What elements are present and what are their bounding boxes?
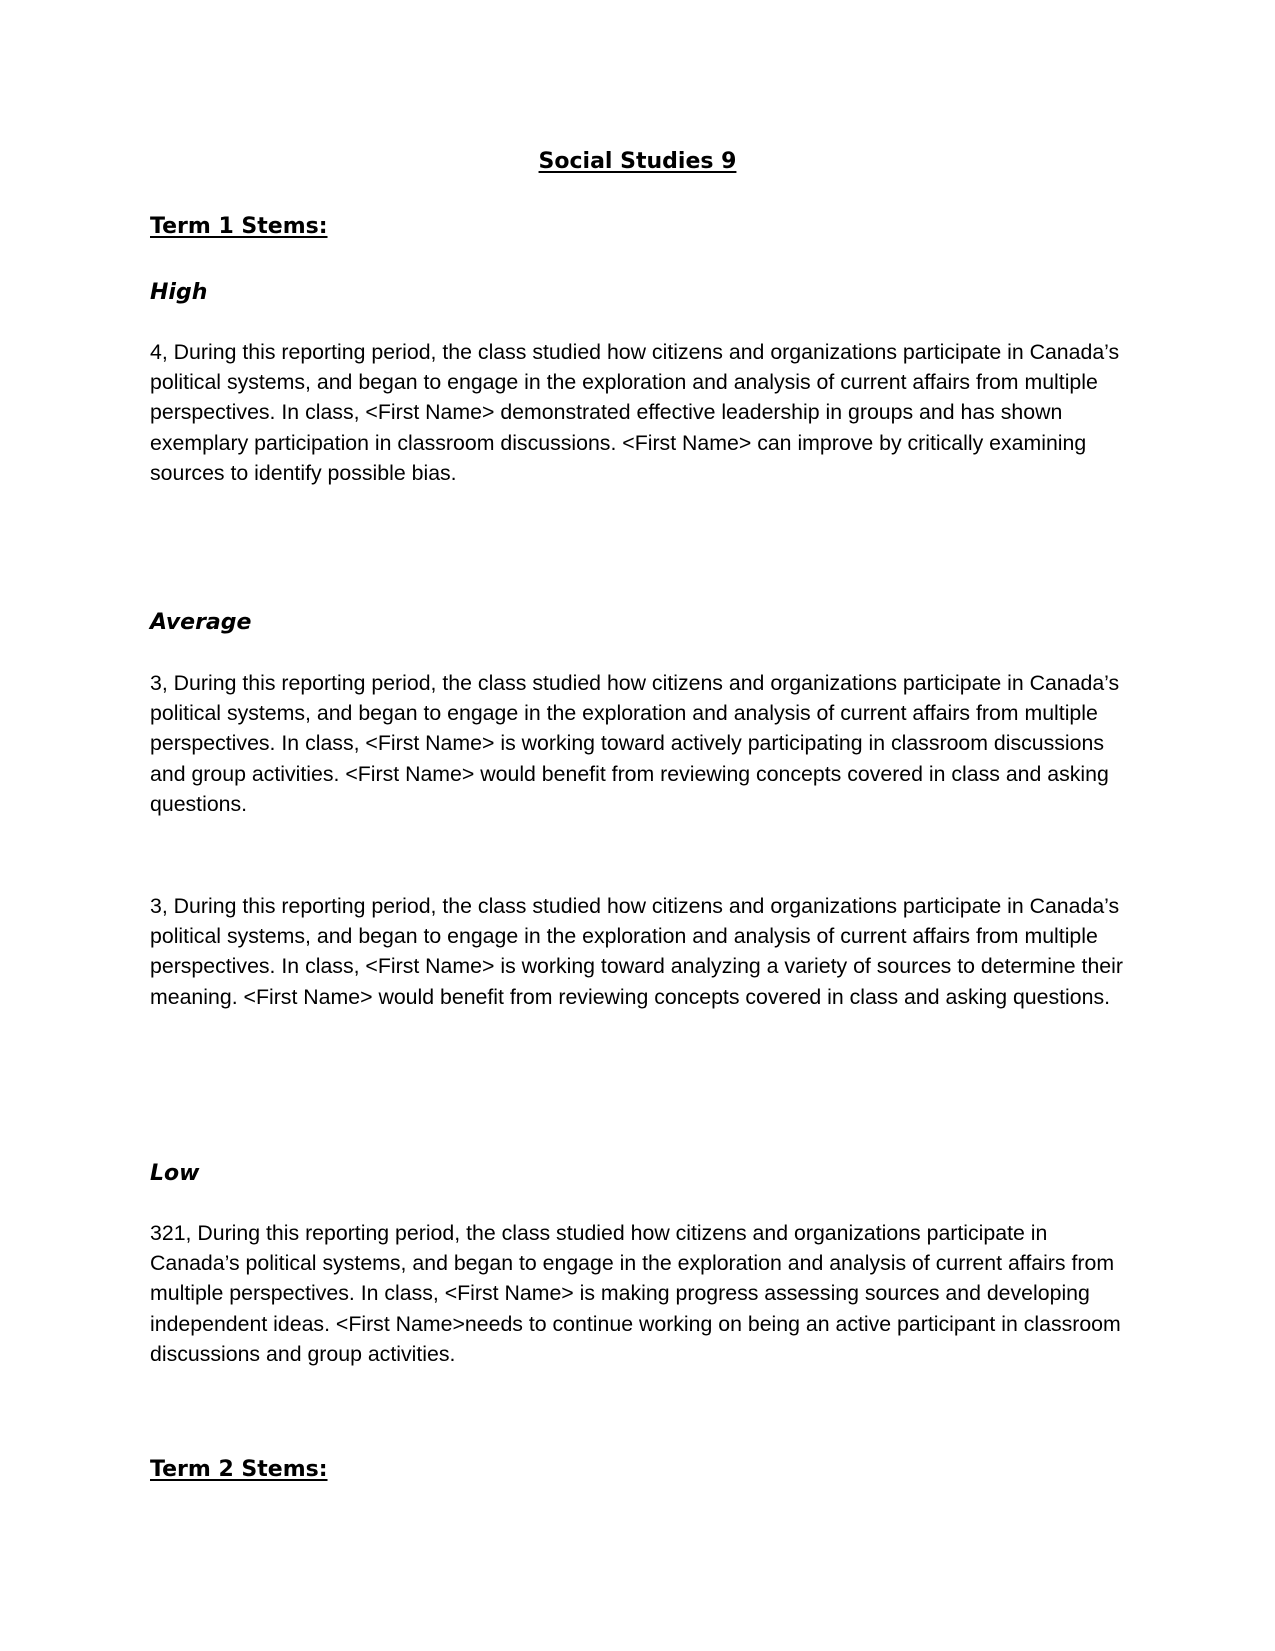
document-title: Social Studies 9 bbox=[538, 149, 737, 174]
high-stem-1: 4, During this reporting period, the class studied how citizens and organizations participate in Canada’s political systems, and began to engage in the exploration and analysis of current affairs from multiple perspectives. In class, <First Name> demonstrated effective leadership in groups and has shown exemplary participation in classroom discussions. <First Name> can improve by critically examining sources to identify possible bias. bbox=[150, 340, 1120, 485]
average-stem-1: 3, During this reporting period, the class studied how citizens and organizations participate in Canada’s political systems, and began to engage in the exploration and analysis of current affairs from multiple perspectives. In class, <First Name> is working toward actively participating in classroom discussions and group activities. <First Name> would benefit from reviewing concepts covered in class and asking questions. bbox=[150, 671, 1120, 816]
term-1-heading: Term 1 Stems: bbox=[150, 214, 328, 239]
high-heading: High bbox=[150, 280, 208, 305]
low-stem-1: 321, During this reporting period, the class studied how citizens and organizations participate in Canada’s political systems, and began to engage in the exploration and analysis of current affairs from multiple perspectives. In class, <First Name> is making progress assessing sources and developing independent ideas. <First Name>needs to continue working on being an active participant in classroom discussions and group activities. bbox=[150, 1221, 1121, 1366]
average-stem-2: 3, During this reporting period, the class studied how citizens and organizations participate in Canada’s political systems, and began to engage in the exploration and analysis of current affairs from multiple perspectives. In class, <First Name> is working toward analyzing a variety of sources to determine their meaning. <First Name> would benefit from reviewing concepts covered in class and asking questions. bbox=[150, 894, 1123, 1009]
average-heading: Average bbox=[150, 610, 252, 635]
term-2-heading: Term 2 Stems: bbox=[150, 1457, 328, 1482]
low-heading: Low bbox=[150, 1161, 200, 1186]
